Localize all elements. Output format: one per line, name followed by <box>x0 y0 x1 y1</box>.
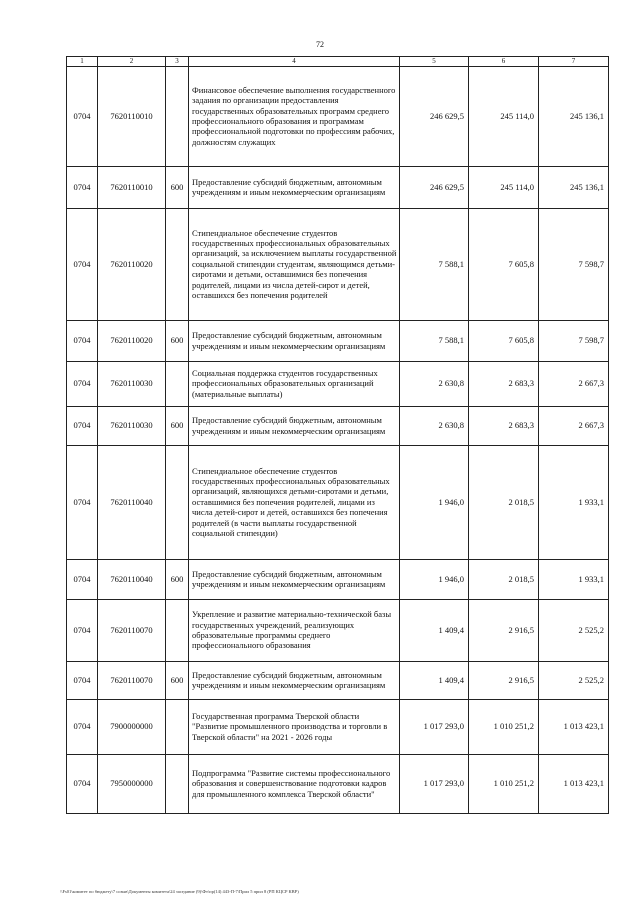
amount-2022-cell: 2 916,5 <box>469 599 539 661</box>
amount-2022-cell: 1 010 251,2 <box>469 754 539 813</box>
amount-2021-cell: 246 629,5 <box>400 66 469 166</box>
amount-2023-cell: 245 136,1 <box>539 66 609 166</box>
column-number: 2 <box>98 57 166 67</box>
expense-type-cell <box>166 699 189 754</box>
name-cell: Стипендиальное обеспечение студентов государственных профессиональных образовательных организаций, за исключением выплаты государственной социальной стипендии студентам, являющимся детьми-сиротами и детьми, оставшимися без попечения родителей, лицами из числа детей-сирот и детей, оставшихся без попечения родителей <box>189 208 400 320</box>
section-code-cell: 0704 <box>67 66 98 166</box>
amount-2023-cell: 1 013 423,1 <box>539 754 609 813</box>
name-cell: Предоставление субсидий бюджетным, автономным учреждениям и иным некоммерческим организациям <box>189 661 400 699</box>
expense-type-cell <box>166 361 189 406</box>
amount-2021-cell: 1 946,0 <box>400 445 469 559</box>
amount-2021-cell: 1 946,0 <box>400 559 469 599</box>
amount-2022-cell: 2 018,5 <box>469 559 539 599</box>
name-cell: Государственная программа Тверской области "Развитие промышленного производства и торговли в Тверской области" на 2021 - 2026 годы <box>189 699 400 754</box>
name-cell: Предоставление субсидий бюджетным, автономным учреждениям и иным некоммерческим организациям <box>189 559 400 599</box>
amount-2023-cell: 2 525,2 <box>539 599 609 661</box>
name-cell: Укрепление и развитие материально-технической базы государственных учреждений, реализующих образовательные программы среднего профессионального образования <box>189 599 400 661</box>
amount-2021-cell: 2 630,8 <box>400 361 469 406</box>
table-row <box>67 559 609 599</box>
section-code-cell: 0704 <box>67 661 98 699</box>
column-number: 4 <box>189 57 400 67</box>
budget-table <box>66 56 609 814</box>
amount-2022-cell: 7 605,8 <box>469 208 539 320</box>
target-code-cell: 7620110040 <box>98 445 166 559</box>
table-row <box>67 699 609 754</box>
amount-2021-cell: 246 629,5 <box>400 166 469 208</box>
target-code-cell: 7620110070 <box>98 599 166 661</box>
section-code-cell: 0704 <box>67 361 98 406</box>
expense-type-cell: 600 <box>166 166 189 208</box>
column-number: 1 <box>67 57 98 67</box>
amount-2022-cell: 1 010 251,2 <box>469 699 539 754</box>
name-cell: Предоставление субсидий бюджетным, автономным учреждениям и иным некоммерческим организациям <box>189 320 400 361</box>
amount-2022-cell: 2 018,5 <box>469 445 539 559</box>
target-code-cell: 7620110030 <box>98 406 166 445</box>
table-row <box>67 320 609 361</box>
amount-2022-cell: 245 114,0 <box>469 166 539 208</box>
table-row <box>67 406 609 445</box>
amount-2021-cell: 2 630,8 <box>400 406 469 445</box>
name-cell: Стипендиальное обеспечение студентов государственных профессиональных образовательных организаций, являющихся детьми-сиротами и детьми, оставшимися без попечения родителей, лицами из числа детей-сирот и детей, оставшихся без попечения родителей (в части выплаты государственной социальной стипендии) <box>189 445 400 559</box>
section-code-cell: 0704 <box>67 754 98 813</box>
amount-2022-cell: 245 114,0 <box>469 66 539 166</box>
section-code-cell: 0704 <box>67 699 98 754</box>
amount-2021-cell: 7 588,1 <box>400 208 469 320</box>
amount-2021-cell: 1 409,4 <box>400 599 469 661</box>
section-code-cell: 0704 <box>67 406 98 445</box>
amount-2022-cell: 2 683,3 <box>469 406 539 445</box>
column-number: 5 <box>400 57 469 67</box>
amount-2021-cell: 7 588,1 <box>400 320 469 361</box>
column-number: 3 <box>166 57 189 67</box>
target-code-cell: 7620110010 <box>98 66 166 166</box>
name-cell: Финансовое обеспечение выполнения государственного задания по организации предоставления государственных образовательных программ среднего профессионального образования и программам профессиональной подготовки по профессиям рабочих, должностям служащих <box>189 66 400 166</box>
section-code-cell: 0704 <box>67 445 98 559</box>
amount-2023-cell: 7 598,7 <box>539 208 609 320</box>
page-number: 72 <box>316 40 324 49</box>
expense-type-cell: 600 <box>166 559 189 599</box>
target-code-cell: 7620110040 <box>98 559 166 599</box>
target-code-cell: 7900000000 <box>98 699 166 754</box>
name-cell: Социальная поддержка студентов государственных профессиональных образовательных организаций (материальные выплаты) <box>189 361 400 406</box>
amount-2023-cell: 1 933,1 <box>539 445 609 559</box>
amount-2022-cell: 7 605,8 <box>469 320 539 361</box>
column-number-row <box>67 57 609 67</box>
expense-type-cell: 600 <box>166 406 189 445</box>
amount-2023-cell: 2 525,2 <box>539 661 609 699</box>
target-code-cell: 7620110010 <box>98 166 166 208</box>
expense-type-cell <box>166 754 189 813</box>
expense-type-cell: 600 <box>166 320 189 361</box>
amount-2023-cell: 7 598,7 <box>539 320 609 361</box>
section-code-cell: 0704 <box>67 320 98 361</box>
amount-2023-cell: 245 136,1 <box>539 166 609 208</box>
name-cell: Предоставление субсидий бюджетным, автономным учреждениям и иным некоммерческим организациям <box>189 406 400 445</box>
amount-2022-cell: 2 916,5 <box>469 661 539 699</box>
table-row <box>67 599 609 661</box>
file-path-footer: \\Fs01\комитет по бюджету\7 созыв\Документы комитета\24 заседание (9)\Фт\пр(14) 443-П-7\Прил 5 прил 8 (РП КЦСР КВР) <box>60 889 299 894</box>
table-row <box>67 445 609 559</box>
table-row <box>67 754 609 813</box>
amount-2021-cell: 1 017 293,0 <box>400 699 469 754</box>
amount-2021-cell: 1 409,4 <box>400 661 469 699</box>
table-row <box>67 66 609 166</box>
expense-type-cell <box>166 208 189 320</box>
target-code-cell: 7620110020 <box>98 208 166 320</box>
amount-2023-cell: 2 667,3 <box>539 361 609 406</box>
target-code-cell: 7950000000 <box>98 754 166 813</box>
name-cell: Предоставление субсидий бюджетным, автономным учреждениям и иным некоммерческим организациям <box>189 166 400 208</box>
amount-2023-cell: 2 667,3 <box>539 406 609 445</box>
section-code-cell: 0704 <box>67 208 98 320</box>
expense-type-cell: 600 <box>166 661 189 699</box>
table-row <box>67 361 609 406</box>
table-row <box>67 661 609 699</box>
expense-type-cell <box>166 445 189 559</box>
table-row <box>67 208 609 320</box>
amount-2022-cell: 2 683,3 <box>469 361 539 406</box>
amount-2021-cell: 1 017 293,0 <box>400 754 469 813</box>
target-code-cell: 7620110030 <box>98 361 166 406</box>
amount-2023-cell: 1 013 423,1 <box>539 699 609 754</box>
section-code-cell: 0704 <box>67 166 98 208</box>
column-number: 6 <box>469 57 539 67</box>
expense-type-cell <box>166 66 189 166</box>
column-number: 7 <box>539 57 609 67</box>
name-cell: Подпрограмма "Развитие системы профессионального образования и совершенствование подготовки кадров для промышленного комплекса Тверской области" <box>189 754 400 813</box>
target-code-cell: 7620110070 <box>98 661 166 699</box>
expense-type-cell <box>166 599 189 661</box>
table-row <box>67 166 609 208</box>
amount-2023-cell: 1 933,1 <box>539 559 609 599</box>
section-code-cell: 0704 <box>67 559 98 599</box>
section-code-cell: 0704 <box>67 599 98 661</box>
target-code-cell: 7620110020 <box>98 320 166 361</box>
